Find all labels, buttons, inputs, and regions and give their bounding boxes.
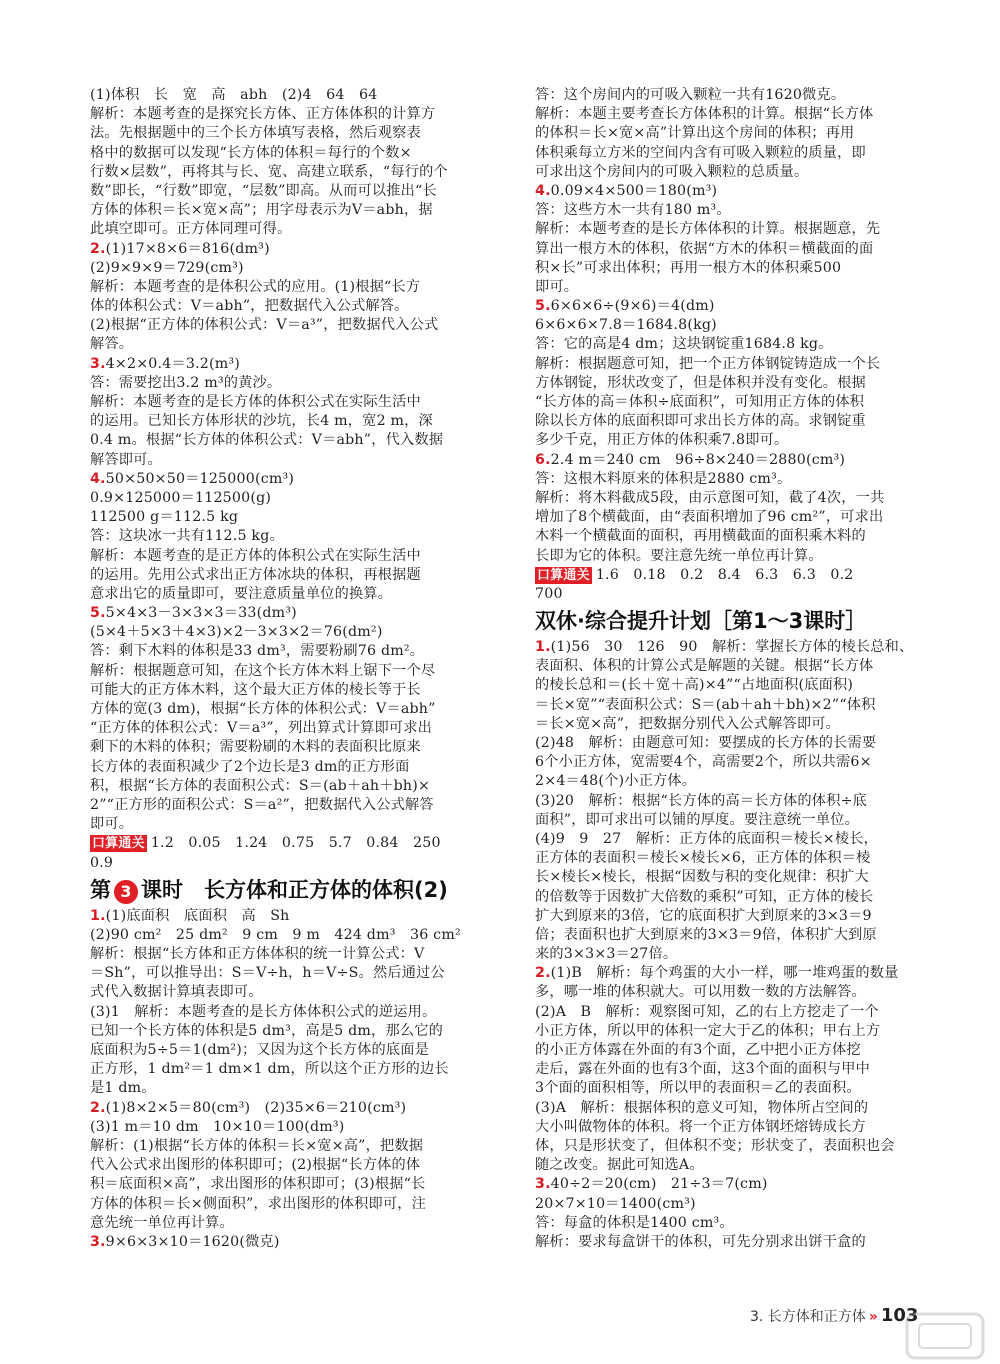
line-text: 是1 dm。	[90, 1080, 156, 1097]
line-text: (1)56 30 126 90 解析：掌握长方体的棱长总和、	[550, 639, 914, 656]
line-text: 长×棱长×棱长，根据“因数与积的变化规律：积扩大	[535, 869, 869, 886]
line-text: 即可。	[90, 816, 134, 833]
line-text: 的倍数等于因数扩大倍数的乘积”可知，正方体的棱长	[535, 888, 874, 905]
line-text: 此填空即可。正方体同理可得。	[90, 221, 292, 238]
line-text: (1)体积 长 宽 高 abh (2)4 64 64	[90, 87, 378, 103]
text-line	[535, 1195, 940, 1214]
line-text: “正方体的体积公式：V＝a³”，列出算式计算即可求出	[90, 720, 433, 737]
line-text: 答：这根木料原来的体积是2880 cm³。	[535, 470, 792, 487]
lesson-title: 课时 长方体和正方体的体积(2)	[141, 877, 448, 902]
line-text: 扩大到原来的3倍，它的底面积扩大到原来的3×3＝9	[535, 907, 872, 924]
text-line	[535, 316, 940, 335]
line-text: 体，只是形状变了，但体积不变；形状变了，表面积也会	[535, 1137, 895, 1154]
line-text: 解答即可。	[90, 451, 162, 468]
oral-calc-line	[90, 834, 495, 853]
question-number: 4.	[90, 470, 106, 487]
text-line	[90, 105, 495, 124]
text-line	[535, 1060, 940, 1079]
watermark-logo	[905, 1312, 985, 1360]
line-text: (2)9×9×9＝729(cm³)	[90, 259, 244, 276]
text-line	[535, 201, 940, 220]
text-line	[535, 182, 940, 201]
line-text: 多，哪一堆的体积就大。可以用数一数的方法解答。	[535, 984, 866, 1001]
line-text: (2)A B 解析：观察图可知，乙的右上方挖走了一个	[535, 1003, 879, 1020]
line-text: 4×2×0.4＝3.2(m³)	[105, 355, 241, 372]
lesson-prefix: 第	[90, 877, 111, 902]
text-line	[90, 815, 495, 834]
line-text: 法。先根据题中的三个长方体填写表格，然后观察表	[90, 125, 421, 142]
question-number: 5.	[90, 605, 106, 622]
line-text: 行数×层数”，再将其与长、宽、高建立联系，“每行的个	[90, 163, 448, 180]
line-text: 2”“正方形的面积公式：S＝a²”，把数据代入公式解答	[90, 796, 434, 813]
lesson-number-badge: 3	[114, 880, 138, 904]
line-text: (2)90 cm² 25 dm² 9 cm 9 m 424 dm³ 36 cm²	[90, 926, 461, 943]
line-text: 正方形，1 dm²＝1 dm×1 dm，所以这个正方形的边长	[90, 1061, 449, 1078]
text-line	[535, 1233, 940, 1252]
oral-calc-answers: 1.6 0.18 0.2 8.4 6.3 6.3 0.2	[595, 566, 854, 583]
line-text: 长即为它的体积。要注意先统一单位再计算。	[535, 547, 823, 564]
question-number: 3.	[90, 1233, 106, 1250]
line-text: 解析：根据题意可知，在这个长方体木料上锯下一个尽	[90, 662, 436, 679]
line-text: 解析：本题考查的是正方体的体积公式在实际生活中	[90, 547, 421, 564]
line-text: 意求出它的质量即可，要注意质量单位的换算。	[90, 585, 393, 602]
text-line	[535, 657, 940, 676]
line-text: (2)根据“正方体的体积公式：V＝a³”，把数据代入公式	[90, 317, 439, 334]
text-line	[90, 566, 495, 585]
text-line	[535, 868, 940, 887]
line-text: 长方体的表面积减少了2个边长是3 dm的正方形面	[90, 758, 410, 775]
line-text: 答：剩下木料的体积是33 dm³，需要粉刷76 dm²。	[90, 643, 425, 660]
line-text: 式代入数据计算填表即可。	[90, 984, 263, 1001]
text-line	[90, 907, 495, 926]
text-line	[535, 715, 940, 734]
oral-calc-line	[535, 566, 940, 585]
left-column	[90, 86, 495, 1252]
text-line	[90, 1214, 495, 1233]
double-arrow-icon: »	[868, 1309, 878, 1325]
line-text: 0.4 m。根据“长方体的体积公式：V＝abh”，代入数据	[90, 432, 444, 449]
text-line	[90, 335, 495, 354]
line-text: 解析：根据题意可知，把一个正方体钢锭铸造成一个长	[535, 355, 881, 372]
text-line	[90, 412, 495, 431]
oral-calc-badge: 口算通关	[92, 836, 145, 852]
section-heading: 双休·综合提升计划［第1～3课时］	[535, 609, 867, 634]
text-line	[535, 1041, 940, 1060]
line-text: 增加了8个横截面，由“表面积增加了96 cm²”，可求出	[535, 509, 884, 526]
oral-calc-answers-cont: 0.9	[90, 854, 114, 871]
text-line	[90, 796, 495, 815]
text-line	[535, 849, 940, 868]
text-line	[535, 811, 940, 830]
text-line	[90, 1137, 495, 1156]
line-text: 0.9×125000＝112500(g)	[90, 489, 272, 506]
line-text: 的棱长总和＝(长＋宽＋高)×4”“占地面积(底面积)	[535, 677, 854, 694]
question-number: 2.	[535, 965, 551, 982]
line-text: ＝Sh”，可以推导出：S＝V÷h，h＝V÷S。然后通过公	[90, 965, 445, 982]
line-text: (3)1 m＝10 dm 10×10＝100(dm³)	[90, 1118, 345, 1135]
text-line	[90, 431, 495, 450]
line-text: 50×50×50＝125000(cm³)	[105, 470, 295, 487]
text-line	[90, 964, 495, 983]
question-number: 4.	[535, 182, 551, 199]
text-line	[535, 259, 940, 278]
line-text: 已知一个长方体的体积是5 dm³，高是5 dm，那么它的	[90, 1022, 443, 1039]
question-number: 3.	[90, 355, 106, 372]
line-text: 解析：本题主要考查长方体体积的计算。根据“长方体	[535, 106, 874, 123]
text-line	[535, 983, 940, 1002]
text-line	[90, 758, 495, 777]
text-line	[535, 374, 940, 393]
text-line	[535, 1099, 940, 1118]
line-text: 意先统一单位再计算。	[90, 1214, 234, 1231]
line-text: 答：这块冰一共有112.5 kg。	[90, 528, 284, 545]
line-text: 可求出这个房间内的可吸入颗粒的总质量。	[535, 163, 809, 180]
text-line	[90, 451, 495, 470]
line-text: 的运用。先用公式求出正方体冰块的体积，再根据题	[90, 566, 421, 583]
text-line	[535, 144, 940, 163]
line-text: 解析：本题考查的是长方体体积的计算。根据题意，先	[535, 221, 881, 238]
text-line	[90, 662, 495, 681]
question-number: 5.	[535, 298, 551, 315]
line-text: 方体的体积＝长×侧面积”，求出图形的体积即可，注	[90, 1195, 427, 1212]
line-text: 2.4 m＝240 cm 96÷8×240＝2880(cm³)	[550, 451, 846, 468]
line-text: 解析：要求每盒饼干的体积，可先分别求出饼干盒的	[535, 1233, 866, 1250]
text-line	[90, 124, 495, 143]
text-line	[535, 355, 940, 374]
text-line	[90, 604, 495, 623]
text-line	[535, 907, 940, 926]
line-text: 除以长方体的底面积即可求出长方体的高。求钢锭重	[535, 413, 866, 430]
line-text: 解析：本题考查的是体积公式的应用。(1)根据“长方	[90, 278, 421, 295]
text-line	[90, 527, 495, 546]
line-text: 9×6×3×10＝1620(微克)	[105, 1233, 280, 1250]
line-text: 答：每盒的体积是1400 cm³。	[535, 1214, 734, 1231]
line-text: 的体积＝长×宽×高”计算出这个房间的体积；再用	[535, 125, 855, 142]
line-text: (3)20 解析：根据“长方体的高＝长方体的体积÷底	[535, 792, 868, 809]
text-line	[90, 738, 495, 757]
text-line	[90, 1118, 495, 1137]
text-line	[90, 220, 495, 239]
text-line	[535, 431, 940, 450]
line-text: 5×4×3－3×3×3＝33(dm³)	[105, 605, 297, 622]
line-text: 倍；表面积也扩大到原来的3×3＝9倍，体积扩大到原	[535, 926, 877, 943]
line-text: 代入公式求出图形的体积即可；(2)根据“长方体的体	[90, 1157, 421, 1174]
text-line	[535, 335, 940, 354]
text-line	[535, 86, 940, 105]
text-line	[535, 527, 940, 546]
line-text: ＝长×宽”“表面积公式：S＝(ab＋ah＋bh)×2”“体积	[535, 696, 876, 713]
text-line	[535, 772, 940, 791]
text-line	[90, 259, 495, 278]
line-text: (1)B 解析：每个鸡蛋的大小一样，哪一堆鸡蛋的数量	[550, 965, 899, 982]
page-footer	[750, 1305, 918, 1326]
text-line	[535, 830, 940, 849]
oral-calc-answers: 1.2 0.05 1.24 0.75 5.7 0.84 250	[150, 835, 441, 852]
line-text: (1)8×2×5＝80(cm³) (2)35×6＝210(cm³)	[105, 1099, 407, 1116]
text-line	[535, 964, 940, 983]
line-text: 即可。	[535, 278, 579, 295]
line-text: 答：这些方木一共有180 m³。	[535, 202, 731, 219]
text-line	[90, 489, 495, 508]
text-line	[90, 642, 495, 661]
question-number: 2.	[90, 1099, 106, 1116]
question-number: 2.	[90, 240, 106, 257]
line-text: 走后，露在外面的也有3个面，这3个面的面积与甲中	[535, 1061, 870, 1078]
text-line	[535, 297, 940, 316]
text-line	[90, 1041, 495, 1060]
line-text: 解析：将木料截成5段，由示意图可知，截了4次，一共	[535, 489, 885, 506]
text-line	[535, 451, 940, 470]
text-line	[90, 700, 495, 719]
text-line	[90, 983, 495, 1002]
text-line	[535, 734, 940, 753]
question-number: 3.	[535, 1176, 551, 1193]
line-text: 112500 g＝112.5 kg	[90, 509, 239, 526]
text-line	[535, 393, 940, 412]
text-line	[90, 1060, 495, 1079]
text-line	[90, 297, 495, 316]
text-line	[90, 623, 495, 642]
line-text: 解答。	[90, 336, 134, 353]
line-text: (1)底面积 底面积 高 Sh	[105, 907, 290, 924]
chapter-label: 3. 长方体和正方体	[750, 1309, 866, 1325]
line-text: 40÷2＝20(cm) 21÷3＝7(cm)	[550, 1176, 768, 1193]
line-text: (1)17×8×6＝816(dm³)	[105, 240, 270, 257]
line-text: 积＝底面积×高”，求出图形的体积即可；(3)根据“长	[90, 1176, 426, 1193]
text-line	[535, 1022, 940, 1041]
lesson-heading	[90, 873, 495, 907]
line-text: 数”即长，“行数”即宽，“层数”即高。从而可以推出“长	[90, 182, 437, 199]
question-number: 1.	[535, 639, 551, 656]
line-text: 方体钢锭，形状改变了，但是体积并没有变化。根据	[535, 374, 866, 391]
text-line	[90, 374, 495, 393]
line-text: 算出一根方木的体积，依据“方木的体积＝横截面的面	[535, 240, 874, 257]
line-text: 多少千克，用正方体的体积乘7.8即可。	[535, 432, 789, 449]
text-line	[535, 1137, 940, 1156]
text-line	[90, 163, 495, 182]
text-line	[90, 355, 495, 374]
text-line	[535, 696, 940, 715]
line-text: 2×4＝48(个)小正方体。	[535, 773, 697, 790]
text-line	[90, 1022, 495, 1041]
line-text: (3)1 解析：本题考查的是长方体体积公式的逆运用。	[90, 1003, 437, 1020]
text-line	[535, 792, 940, 811]
text-line	[90, 508, 495, 527]
line-text: 答：需要挖出3.2 m³的黄沙。	[90, 374, 282, 391]
line-text: 方体的宽(3 dm)，根据“长方体的体积公式：V＝abh”	[90, 701, 436, 717]
text-line	[90, 393, 495, 412]
line-text: 随之改变。据此可知选A。	[535, 1157, 704, 1174]
line-text: 体积乘每立方米的空间内含有可吸入颗粒的质量，即	[535, 144, 866, 161]
line-text: 小正方体，所以甲的体积一定大于乙的体积；甲右上方	[535, 1022, 881, 1039]
line-text: 0.09×4×500＝180(m³)	[550, 182, 718, 199]
text-line	[90, 240, 495, 259]
question-number: 6.	[535, 451, 551, 468]
text-line	[535, 240, 940, 259]
text-line	[535, 1175, 940, 1194]
text-line	[535, 412, 940, 431]
line-text: 表面积、体积的计算公式是解题的关键。根据“长方体	[535, 658, 874, 675]
line-text: 解析：(1)根据“长方体的体积＝长×宽×高”，把数据	[90, 1137, 424, 1154]
line-text: 大小叫做物体的体积。将一个正方体钢坯熔铸成长方	[535, 1118, 866, 1135]
oral-calc-answers-cont: 700	[535, 585, 563, 602]
text-line	[535, 888, 940, 907]
line-text: 的运用。已知长方体形状的沙坑，长4 m，宽2 m，深	[90, 413, 433, 430]
line-text: 可能大的正方体木料，这个最大正方体的棱长等于长	[90, 681, 421, 698]
oral-calc-badge: 口算通关	[537, 567, 590, 583]
text-line	[535, 220, 940, 239]
text-line	[535, 470, 940, 489]
text-line	[535, 926, 940, 945]
text-line	[535, 508, 940, 527]
text-line	[90, 1195, 495, 1214]
text-line	[535, 124, 940, 143]
text-line	[90, 316, 495, 335]
text-line	[90, 470, 495, 489]
text-line	[90, 1156, 495, 1175]
text-line	[535, 1156, 940, 1175]
text-line	[90, 144, 495, 163]
text-line	[535, 676, 940, 695]
line-text: 木料一个横截面的面积，再用横截面的面积乘木料的	[535, 528, 866, 545]
line-text: 解析：本题考查的是探究长方体、正方体体积的计算方	[90, 106, 436, 123]
text-line	[90, 945, 495, 964]
line-text: 解析：根据“长方体和正方体体积的统一计算公式：V	[90, 946, 425, 963]
text-line	[535, 1118, 940, 1137]
line-text: (3)A 解析：根据体积的意义可知，物体所占空间的	[535, 1099, 869, 1116]
line-text: 底面积为5÷5＝1(dm²)；又因为这个长方体的底面是	[90, 1042, 430, 1058]
line-text: 6×6×6÷(9×6)＝4(dm)	[550, 298, 715, 315]
text-line	[535, 163, 940, 182]
text-line	[90, 777, 495, 796]
text-line	[90, 1175, 495, 1194]
text-line	[535, 278, 940, 297]
line-text: 来的3×3×3＝27倍。	[535, 946, 678, 963]
text-line	[535, 489, 940, 508]
text-line	[90, 1099, 495, 1118]
text-line	[535, 1003, 940, 1022]
text-line	[90, 86, 495, 105]
text-line	[90, 681, 495, 700]
line-text: “长方体的高＝体积÷底面积”，可知用正方体的体积	[535, 394, 865, 410]
line-text: 正方体的表面积＝棱长×棱长×6，正方体的体积＝棱	[535, 850, 871, 867]
line-text: 积×长”可求出体积；再用一根方木的体积乘500	[535, 259, 842, 276]
text-line	[535, 547, 940, 566]
text-line	[535, 753, 940, 772]
page-number: 103	[880, 1305, 919, 1326]
text-line	[90, 201, 495, 220]
text-line	[90, 547, 495, 566]
text-line	[535, 945, 940, 964]
text-line	[535, 1079, 940, 1098]
text-line	[535, 105, 940, 124]
line-text: 方体的体积＝长×宽×高”；用字母表示为V＝abh，据	[90, 202, 433, 219]
line-text: 3个面的面积相等，所以甲的表面积＝乙的表面积。	[535, 1080, 861, 1097]
line-text: 剩下的木料的体积；需要粉刷的木料的表面积比原来	[90, 739, 421, 756]
text-line	[90, 926, 495, 945]
line-text: 答：它的高是4 dm；这块钢锭重1684.8 kg。	[535, 336, 833, 353]
line-text: 格中的数据可以发现“长方体的体积＝每行的个数×	[90, 144, 412, 161]
line-text: 20×7×10＝1400(cm³)	[535, 1195, 696, 1212]
line-text: 6个小正方体，宽需要4个，高需要2个，所以共需6×	[535, 754, 872, 771]
text-line	[90, 182, 495, 201]
right-column	[535, 86, 940, 1252]
line-text: 积，根据“长方体的表面积公式：S＝(ab＋ah＋bh)×	[90, 777, 431, 794]
line-text: 解析：本题考查的是长方体的体积公式在实际生活中	[90, 394, 421, 410]
line-text: 的小正方体露在外面的有3个面，乙中把小正方体挖	[535, 1042, 861, 1058]
line-text: 答：这个房间内的可吸入颗粒一共有1620微克。	[535, 87, 846, 103]
line-text: 面积”，即可求出可以铺的厚度。要注意统一单位。	[535, 811, 859, 828]
text-line	[90, 585, 495, 604]
line-text: (4)9 9 27 解析：正方体的底面积＝棱长×棱长，	[535, 830, 879, 847]
text-line	[90, 1003, 495, 1022]
line-text: (2)48 解析：由题意可知：要摆成的长方体的长需要	[535, 735, 877, 751]
text-line	[90, 719, 495, 738]
question-number: 1.	[90, 907, 106, 924]
text-line	[535, 638, 940, 657]
line-text: ＝长×宽×高”，把数据分别代入公式解答即可。	[535, 715, 840, 732]
text-line	[535, 1214, 940, 1233]
line-text: 6×6×6×7.8＝1684.8(kg)	[535, 317, 717, 334]
line-text: (5×4＋5×3＋4×3)×2－3×3×2＝76(dm²)	[90, 624, 383, 641]
text-line	[90, 1233, 495, 1252]
line-text: 体的体积公式：V＝abh”，把数据代入公式解答。	[90, 298, 409, 315]
text-line	[90, 1079, 495, 1098]
text-line	[90, 278, 495, 297]
